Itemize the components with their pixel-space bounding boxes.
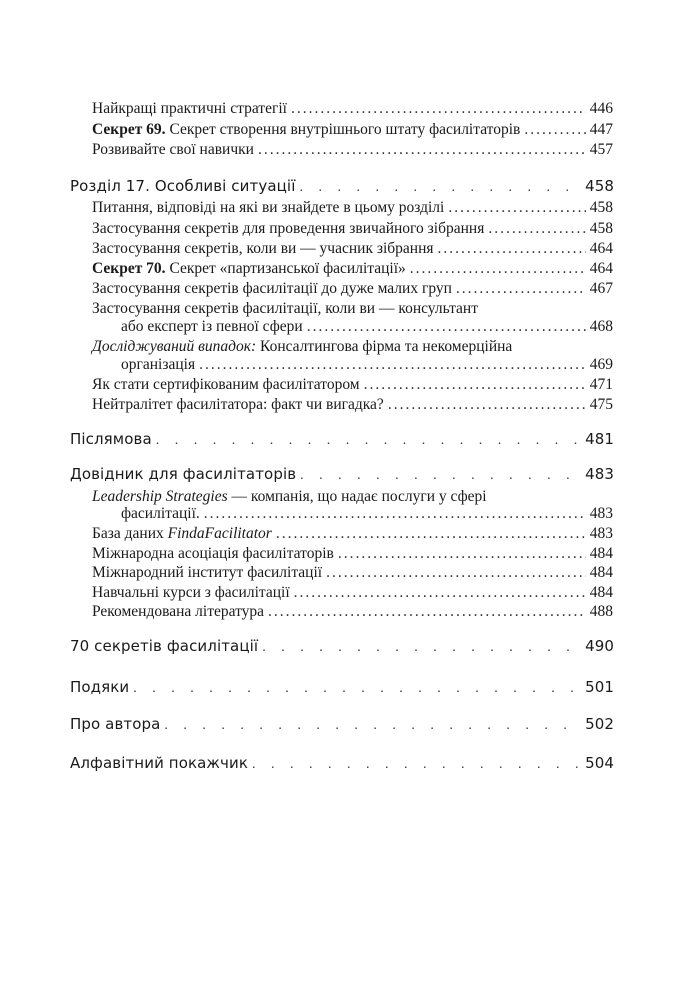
dot-leader: [133, 681, 581, 697]
entry-title: Навчальні курси з фасилітації: [92, 584, 290, 601]
secret-label: Секрет 69.: [92, 121, 166, 138]
dot-leader: [524, 121, 585, 139]
entry-title: Як стати сертифікованим фасилітатором: [92, 376, 360, 393]
toc-section: [70, 430, 614, 449]
entry-title: Застосування секретів фасилітації, коли ви — консультант: [92, 300, 478, 317]
dot-leader: [410, 260, 586, 278]
dot-leader: [448, 199, 585, 217]
dot-leader: [300, 468, 581, 484]
toc-entry: [92, 220, 613, 238]
page-number: 483: [585, 465, 614, 483]
page-number: 490: [585, 637, 614, 655]
entry-title: Найкращі практичні стратегії: [92, 100, 287, 117]
toc-entry: [92, 525, 613, 543]
page-number: 464: [589, 240, 613, 257]
page-number: 502: [585, 715, 614, 733]
section-title: Подяки: [70, 678, 130, 696]
page-number: 457: [589, 141, 613, 158]
toc-entry-line1: [92, 488, 613, 506]
dot-leader: [252, 757, 581, 773]
page-number: 483: [589, 505, 613, 522]
entry-title-text: Секрет «партизанської фасилітації»: [165, 260, 406, 277]
toc-entry: [92, 199, 613, 217]
entry-title: Питання, відповіді на які ви знайдете в цьому розділі: [92, 199, 445, 216]
dot-leader: [326, 564, 586, 582]
toc-entry: [92, 141, 613, 159]
toc-entry-line1: [92, 338, 613, 356]
entry-title-continued: організація: [121, 356, 196, 373]
entry-title: Застосування секретів фасилітації до дуже малих груп: [92, 280, 452, 297]
toc-entry: [92, 260, 613, 278]
section-title: Алфавітний покажчик: [70, 754, 249, 772]
toc-section: [70, 177, 614, 196]
page-number: 446: [589, 100, 613, 117]
database-name: FindaFacilitator: [167, 525, 272, 542]
entry-title: Застосування секретів, коли ви — учасник зібрання: [92, 240, 434, 257]
page-number: 488: [589, 603, 613, 620]
toc-entry-line2: [121, 356, 613, 374]
entry-title: [92, 488, 487, 506]
toc-entry: [92, 240, 613, 258]
dot-leader: [307, 318, 586, 336]
toc-entry: [92, 280, 613, 298]
section-title: 70 секретів фасилітації: [70, 637, 259, 655]
dot-leader: [268, 603, 586, 621]
page-number: 458: [585, 177, 614, 195]
toc-entry: [92, 100, 613, 118]
toc-entry: [92, 121, 613, 139]
dot-leader: [438, 240, 586, 258]
page-number: 467: [589, 280, 613, 297]
section-title: Післямова: [70, 430, 152, 448]
company-name: Leadership Strategies: [92, 488, 228, 505]
toc-section: [70, 678, 614, 697]
entry-title: Розвивайте свої навички: [92, 141, 254, 158]
page-number: 458: [589, 220, 613, 237]
section-title: Довідник для фасилітаторів: [70, 465, 297, 483]
dot-leader: [388, 396, 586, 414]
toc-entry-line2: [121, 505, 613, 523]
entry-title-text: Консалтингова фірма та некомерційна: [256, 338, 513, 355]
toc-entry-line2: [121, 318, 613, 336]
dot-leader: [291, 100, 586, 118]
entry-title: Застосування секретів для проведення звичайного зібрання: [92, 220, 485, 237]
entry-title-continued: або експерт із певної сфери: [121, 318, 303, 335]
case-study-label: Досліджуваний випадок:: [92, 338, 257, 355]
section-title: Розділ 17. Особливі ситуації: [70, 177, 296, 195]
entry-title-continued: фасилітації.: [121, 505, 200, 522]
page-number: 484: [589, 584, 613, 601]
toc-entry: [92, 603, 613, 621]
toc-section: [70, 715, 614, 734]
entry-title-text: База даних: [92, 525, 168, 542]
dot-leader: [164, 718, 581, 734]
dot-leader: [456, 280, 586, 298]
page-number: 484: [589, 564, 613, 581]
toc-section: [70, 465, 614, 484]
dot-leader: [364, 376, 586, 394]
entry-title: Міжнародний інститут фасилітації: [92, 564, 323, 581]
dot-leader: [204, 505, 586, 523]
toc-entry: [92, 396, 613, 414]
entry-title: Міжнародна асоціація фасилітаторів: [92, 545, 334, 562]
entry-title: Нейтралітет фасилітатора: факт чи вигадка?: [92, 396, 384, 413]
toc-entry: [92, 584, 613, 602]
dot-leader: [156, 433, 581, 449]
entry-title: [92, 525, 272, 543]
page-number: 464: [589, 260, 613, 277]
dot-leader: [338, 545, 586, 563]
entry-title: [92, 338, 512, 356]
dot-leader: [276, 525, 586, 543]
page-number: 501: [585, 678, 614, 696]
entry-title: [92, 121, 520, 139]
page-number: 447: [589, 121, 613, 138]
page-number: 483: [589, 525, 613, 542]
toc-entry-line1: [92, 300, 613, 318]
dot-leader: [294, 584, 586, 602]
toc-entry: [92, 376, 613, 394]
page-number: 484: [589, 545, 613, 562]
entry-title-text: Секрет створення внутрішнього штату фасилітаторів: [165, 121, 521, 138]
dot-leader: [199, 356, 586, 374]
page-number: 475: [589, 396, 613, 413]
toc-section: [70, 754, 614, 773]
section-title: Про автора: [70, 715, 161, 733]
page-number: 504: [585, 754, 614, 772]
entry-title-text: — компанія, що надає послуги у сфері: [227, 488, 487, 505]
entry-title: [92, 260, 406, 278]
toc-entry: [92, 564, 613, 582]
page-number: 469: [589, 356, 613, 373]
page-number: 481: [585, 430, 614, 448]
toc-entry: [92, 545, 613, 563]
entry-title: Рекомендована література: [92, 603, 265, 620]
dot-leader: [258, 141, 586, 159]
page-number: 458: [589, 199, 613, 216]
secret-label: Секрет 70.: [92, 260, 166, 277]
page-number: 468: [589, 318, 613, 335]
dot-leader: [262, 640, 581, 656]
toc-section: [70, 637, 614, 656]
dot-leader: [488, 220, 585, 238]
dot-leader: [299, 180, 581, 196]
page-number: 471: [589, 376, 613, 393]
